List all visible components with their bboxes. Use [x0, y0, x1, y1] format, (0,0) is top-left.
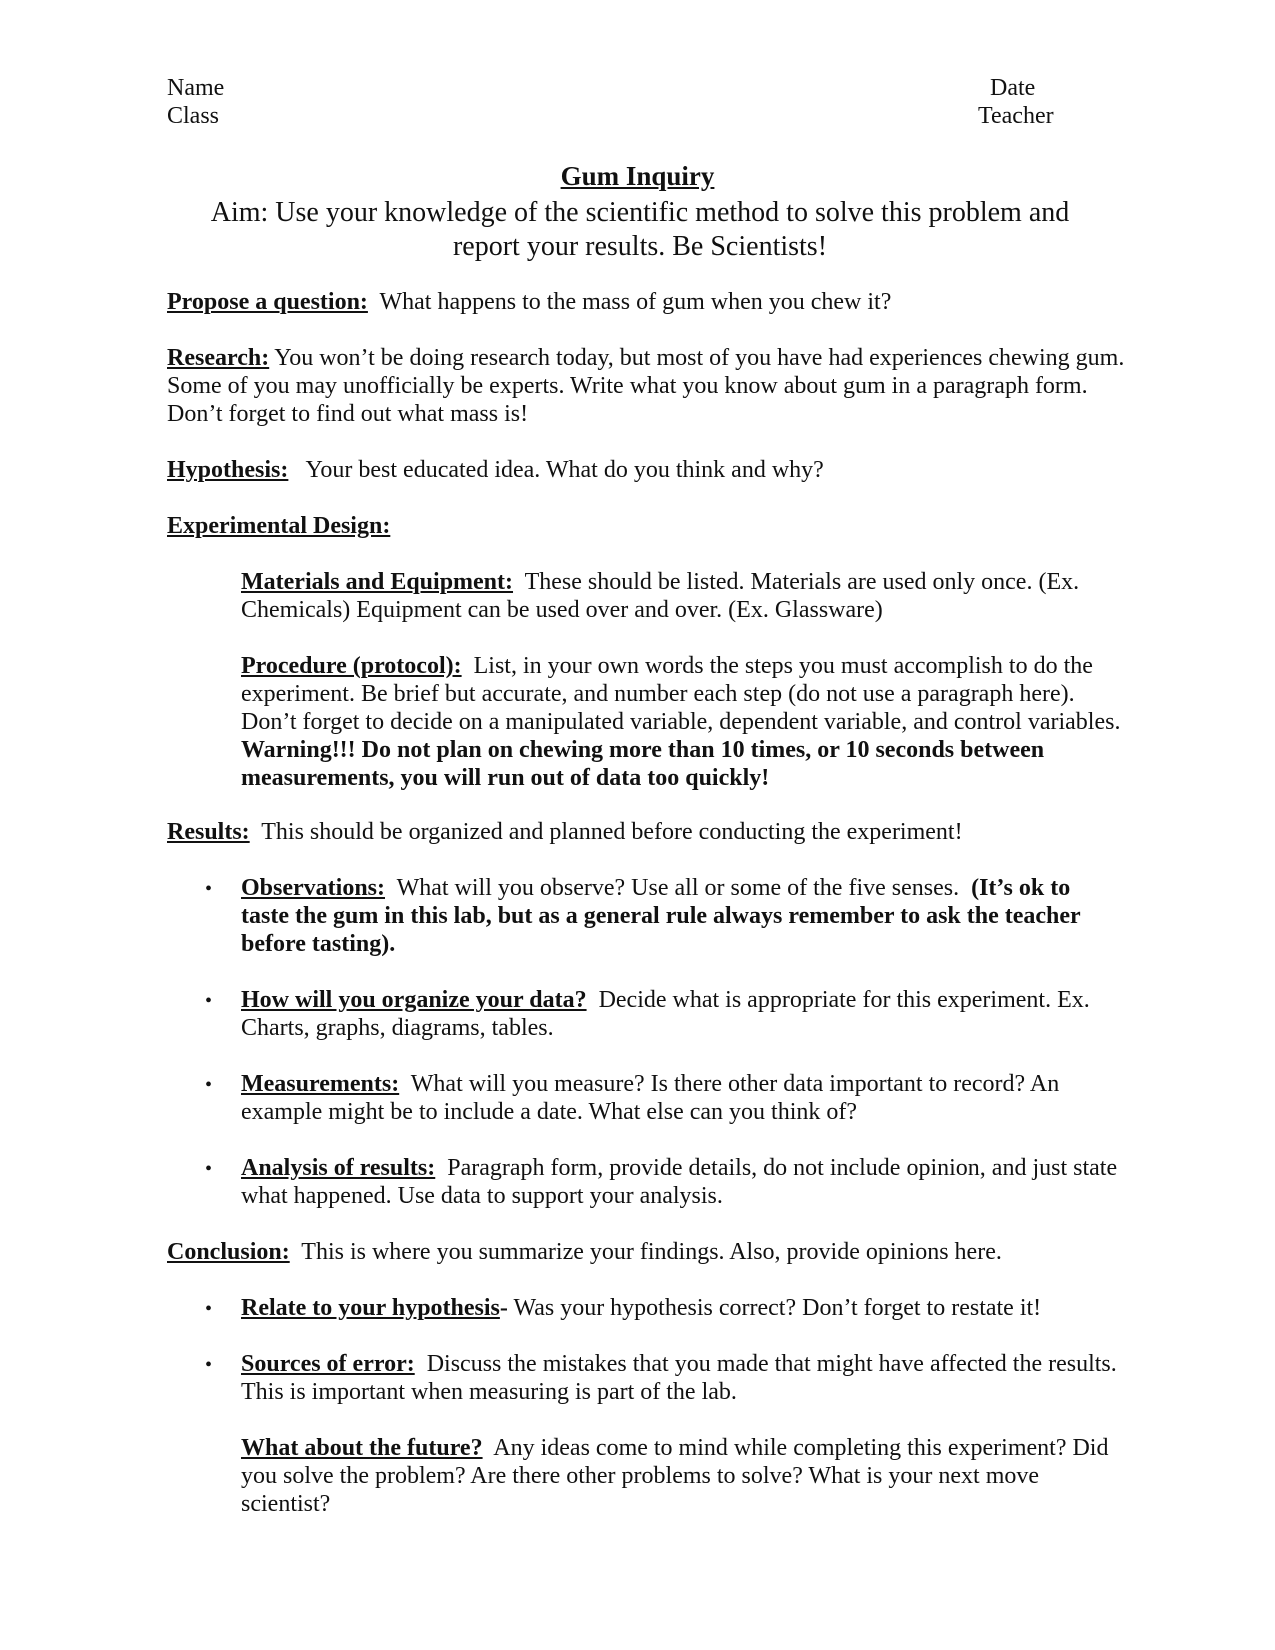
observations-note: (It’s ok to taste the gum in this lab, but as a general rule always remember to ask the teacher before tasting). [241, 875, 1081, 957]
procedure-text: List, in your own words the steps you must accomplish to do the experiment. Be brief but accurate, and number each step (do not use a paragraph here). Don’t forget to decide on a manipulated variable, dependent variable, and control variables. [241, 653, 1121, 735]
results-label: Results: [167, 819, 250, 845]
hypothesis-text: Your best educated idea. What do you think and why? [305, 457, 824, 483]
relate-item [241, 1294, 1121, 1322]
bullet: • [205, 1354, 213, 1376]
research-text: You won’t be doing research today, but most of you have had experiences chewing gum. Some of you may unofficially be experts. Write what you know about gum in a paragraph form. Don’t forget to find out what mass is! [167, 345, 1125, 427]
materials-label: Materials and Equipment: [241, 569, 514, 595]
aim-statement [190, 196, 1090, 264]
question-section [167, 288, 1127, 316]
organize-item [241, 986, 1121, 1042]
organize-label: How will you organize your data? [241, 987, 587, 1013]
conclusion-section [167, 1238, 1127, 1266]
materials-text: These should be listed. Materials are used only once. (Ex. Chemicals) Equipment can be used over and over. (Ex. Glassware) [241, 569, 1080, 623]
aim-line-2: report your results. Be Scientists! [452, 231, 828, 262]
date-label: Date [990, 75, 1036, 101]
header-right [978, 74, 1098, 130]
conclusion-label: Conclusion: [167, 1239, 290, 1265]
research-section [167, 344, 1127, 428]
design-section [167, 512, 1127, 540]
observations-label: Observations: [241, 875, 385, 901]
procedure-label: Procedure (protocol): [241, 653, 462, 679]
results-text: This should be organized and planned before conducting the experiment! [261, 819, 963, 845]
errors-item [241, 1350, 1121, 1406]
question-text: What happens to the mass of gum when you chew it? [379, 289, 892, 315]
observations-item [241, 874, 1121, 958]
results-section [167, 818, 1127, 846]
measurements-label: Measurements: [241, 1071, 400, 1097]
organize-text: Decide what is appropriate for this experiment. Ex. Charts, graphs, diagrams, tables. [241, 987, 1090, 1041]
materials-section [241, 568, 1121, 624]
name-label: Name [167, 75, 225, 101]
hypothesis-label: Hypothesis: [167, 457, 289, 483]
procedure-warning: Warning!!! Do not plan on chewing more than 10 times, or 10 seconds between measurements, you will run out of data too quickly! [241, 737, 1045, 791]
measurements-item [241, 1070, 1121, 1126]
class-label: Class [167, 103, 220, 129]
page-title: Gum Inquiry [560, 161, 715, 191]
relate-text: Was your hypothesis correct? Don’t forget to restate it! [513, 1295, 1042, 1321]
errors-text: Discuss the mistakes that you made that might have affected the results. This is important when measuring is part of the lab. [241, 1351, 1117, 1405]
header-left [167, 74, 224, 130]
bullet: • [205, 1074, 213, 1096]
aim-line-1: Aim: Use your knowledge of the scientific method to solve this problem and [210, 197, 1070, 228]
conclusion-text: This is where you summarize your findings. Also, provide opinions here. [301, 1239, 1002, 1265]
bullet: • [205, 878, 213, 900]
design-label: Experimental Design: [167, 513, 391, 539]
observations-text: What will you observe? Use all or some of the five senses. [396, 875, 960, 901]
measurements-text: What will you measure? Is there other data important to record? An example might be to include a date. What else can you think of? [241, 1071, 1060, 1125]
analysis-text: Paragraph form, provide details, do not include opinion, and just state what happened. Use data to support your analysis. [241, 1155, 1118, 1209]
procedure-section [241, 652, 1121, 792]
future-label: What about the future? [241, 1435, 483, 1461]
research-label: Research: [167, 345, 270, 371]
analysis-label: Analysis of results: [241, 1155, 436, 1181]
future-text: Any ideas come to mind while completing this experiment? Did you solve the problem? Are there other problems to solve? What is your next move scientist? [241, 1435, 1109, 1517]
teacher-label: Teacher [978, 103, 1054, 129]
future-section [241, 1434, 1121, 1518]
bullet: • [205, 990, 213, 1012]
analysis-item [241, 1154, 1121, 1210]
relate-dash: - [499, 1295, 508, 1321]
question-label: Propose a question: [167, 289, 368, 315]
errors-label: Sources of error: [241, 1351, 415, 1377]
bullet: • [205, 1298, 213, 1320]
relate-label: Relate to your hypothesis [241, 1295, 500, 1321]
bullet: • [205, 1158, 213, 1180]
hypothesis-section [167, 456, 1127, 484]
